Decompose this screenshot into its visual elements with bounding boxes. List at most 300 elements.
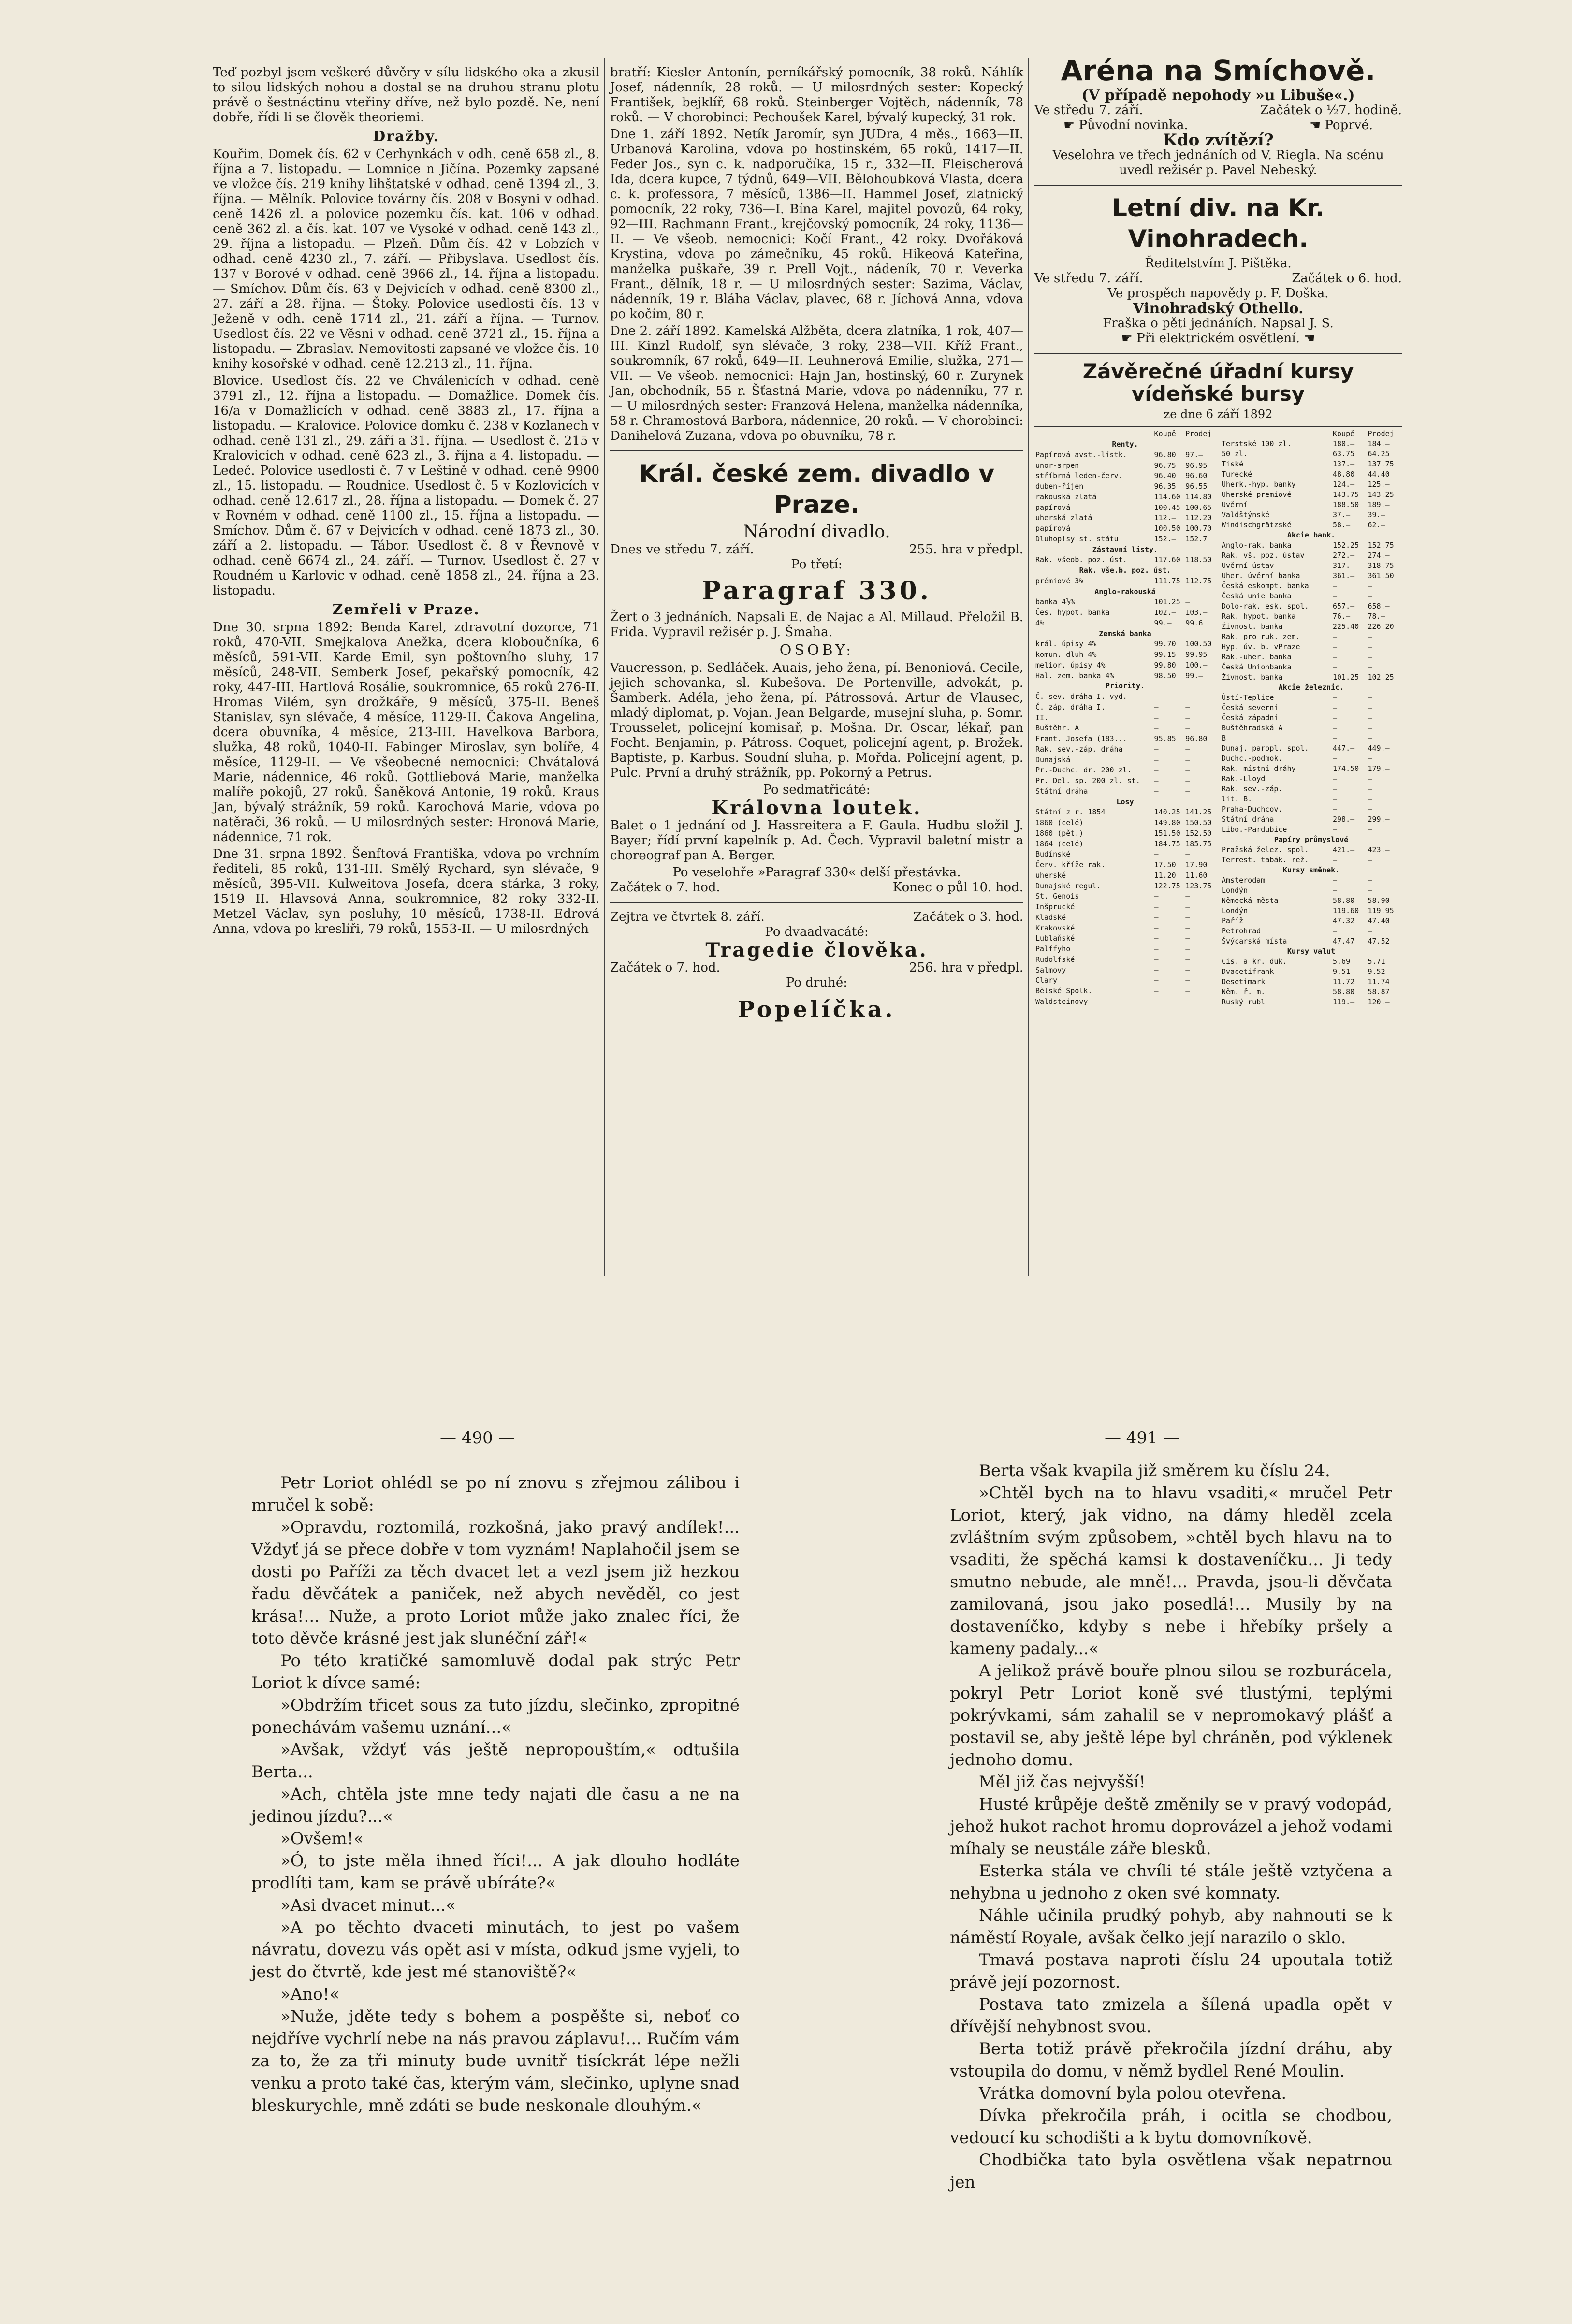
security-name: Uherské premiové [1222, 490, 1292, 499]
sell-price: — [1368, 825, 1372, 834]
sell-price: — [1185, 997, 1190, 1006]
buy-price: — [1333, 703, 1338, 712]
story-column-left [251, 1472, 740, 2117]
story-paragraph: »Asi dvacet minut...« [280, 1896, 456, 1915]
security-name: Salmovy [1035, 965, 1066, 974]
lighting-label: Při elektrickém osvětlení. [1136, 331, 1300, 346]
table-row [1034, 628, 1216, 639]
security-name: Kladské [1035, 913, 1066, 922]
play-title: Královna loutek. [711, 797, 922, 819]
table-row [1034, 933, 1216, 944]
security-name: Rak. vše.b. poz. úst. [1079, 566, 1171, 575]
buy-price: 11.72 [1333, 977, 1355, 986]
sell-price: — [1185, 776, 1190, 785]
sell-price: — [1368, 703, 1372, 712]
security-name: Tiské [1222, 460, 1244, 468]
start-time: Začátek o 7. hod. [610, 880, 720, 895]
buy-price: 99.80 [1154, 660, 1176, 669]
buy-price: 119.— [1333, 998, 1355, 1006]
security-name: Petrohrad [1222, 927, 1261, 935]
sell-price: — [1185, 713, 1190, 722]
table-row [1034, 608, 1216, 618]
table-row [1034, 576, 1216, 587]
buy-price: 361.— [1333, 571, 1355, 580]
table-row [1034, 502, 1216, 513]
sell-price: 189.— [1368, 500, 1390, 509]
security-name: Rak. místní dráhy [1222, 764, 1296, 773]
sell-price: 44.40 [1368, 470, 1390, 479]
table-row [1221, 865, 1402, 875]
security-name: Dunajské regul. [1035, 881, 1101, 890]
sell-price: — [1185, 902, 1190, 912]
security-name: Pr. Del. sp. 200 zl. st. [1035, 776, 1140, 785]
security-name: Uvěrní [1222, 500, 1248, 509]
story-paragraph: Měl již čas nejvyšší! [979, 1772, 1146, 1792]
sell-price: — [1185, 724, 1190, 733]
subscription-number: 256. hra v předpl. [909, 960, 1023, 975]
table-row [1221, 886, 1402, 896]
table-row [1034, 481, 1216, 492]
buy-price: 96.80 [1154, 450, 1176, 459]
story-column-right [950, 1460, 1392, 2193]
security-name: 1860 (pět.) [1035, 828, 1084, 838]
table-row [1034, 891, 1216, 902]
table-row [1034, 975, 1216, 986]
sell-price: — [1185, 955, 1190, 964]
buy-price: 137.— [1333, 460, 1355, 468]
security-name: rakouská zlatá [1035, 492, 1097, 501]
sell-price: — [1368, 876, 1372, 885]
buy-price: — [1333, 754, 1338, 763]
deaths-paragraph: bratří: Kiesler Antonín, perníkářský pomocník, 38 roků. Náhlík Josef, nádenník, 28 roků. — U milosrdných sester: Kopecký František, bejklíř, 68 roků. Steinberger Vojtěch, nádenník, 78 roků. — V chorobinci: Pechoušek Karel, bývalý kupecký, 31 rok. [610, 65, 1023, 125]
sell-price: 9.52 [1368, 967, 1385, 976]
buy-price: 99.15 [1154, 650, 1176, 659]
sell-price: — [1185, 744, 1190, 754]
sell-price: 78.— [1368, 612, 1385, 621]
sell-price: — [1185, 976, 1190, 985]
table-row [1221, 936, 1402, 946]
buy-price: — [1333, 825, 1338, 834]
security-name: Clary [1035, 976, 1058, 985]
buy-price: 76.— [1333, 612, 1351, 621]
table-row [1221, 591, 1402, 601]
sell-price: — [1368, 663, 1372, 671]
table-row [1221, 703, 1402, 713]
table-row [1034, 871, 1216, 881]
security-name: Dunaj. paropl. spol. [1222, 744, 1309, 753]
table-row [1221, 622, 1402, 632]
buy-price: — [1154, 944, 1159, 954]
buy-price: 317.— [1333, 561, 1355, 570]
cast-list: Vaucresson, p. Sedláček. Auais, jeho žena, pí. Benoniová. Cecile, jejich schovanka, sl. Kubešova. De Portenville, advokát, p. Šamberk. Adéla, jeho žena, pí. Pátrossová. Artur de Vlausec, mladý diplomat, p. Vojan. Jean Belgarde, musejní sluha, p. Somr. Trousselet, policejní komisař, p. Mošna. Dr. Oscar, lékař, pan Focht. Benjamin, p. Pátross. Coquet, policejní agent, p. Brožek. Baptiste, p. Karbus. Soudní sluha, p. Mořda. Policejní agent, p. Pulc. První a druhý strážník, pp. Pokorný a Petrus. [610, 661, 1023, 780]
sell-price: 100.50 [1185, 639, 1212, 649]
security-name: Akcie železnic. [1278, 683, 1344, 692]
table-row [1221, 490, 1402, 500]
bourse-date: ze dne 6 září 1892 [1164, 407, 1273, 421]
security-name: Rak. sev.-záp. dráha [1035, 744, 1123, 754]
sell-price: 449.— [1368, 744, 1390, 753]
security-name: Hal. zem. banka 4% [1035, 671, 1114, 680]
sell-price: 62.— [1368, 521, 1385, 529]
sell-price: 100.65 [1185, 503, 1212, 512]
story-paragraph: Berta však kvapila již směrem ku číslu 24. [979, 1461, 1330, 1481]
story-paragraph: »Opravdu, roztomilá, rozkošná, jako pravý andílek!... Vždyť já se přece dobře v tom vyznám! Naplahočil jsem se dosti po Paříži za těch dvacet let a vezl jsem již hezkou řadu děvčátek a paniček, než abych nevěděl, co jest krása!... Nuže, a proto Loriot může jako znalec říci, že toto děvče krásné jest jak slunéční zář!« [251, 1518, 740, 1648]
buy-price: — [1154, 766, 1159, 775]
security-name: 1860 (celé) [1035, 818, 1084, 828]
buy-price: 140.25 [1154, 808, 1180, 817]
start-time: Začátek o 3. hod. [913, 910, 1023, 924]
security-name: papírová [1035, 524, 1071, 533]
bourse-table-right [1221, 429, 1402, 1007]
buy-price: 96.35 [1154, 482, 1176, 491]
buy-price: — [1154, 744, 1159, 754]
sell-price: — [1368, 693, 1372, 702]
security-name: Zemská banka [1099, 629, 1151, 638]
security-name: melior. úpisy 4% [1035, 660, 1106, 669]
column-right [1034, 53, 1402, 1007]
sell-price: 423.— [1368, 845, 1390, 854]
table-row [1221, 561, 1402, 571]
security-name: Terrest. tabák. rež. [1222, 856, 1309, 864]
run-count: Po třetí: [791, 557, 843, 572]
intro-paragraph: Teď pozbyl jsem veškeré důvěry v sílu lidského oka a zkusil to silou lidských nohou a dostal se na druhou stranu plotu právě o šestnáctinu vteřiny dříve, než bylo pozdě. Ne, není dobře, řídi li se člověk theoriemi. [213, 65, 599, 125]
buy-price: 11.20 [1154, 871, 1176, 880]
story-paragraph: »A po těchto dvaceti minutách, to jest po vašem návratu, dovezu vás opět asi v místa, odkud jsme vyjeli, to jest do čtvrtě, kde jest mé stanoviště?« [251, 1918, 740, 1982]
table-row [1221, 804, 1402, 814]
buy-price: — [1154, 892, 1159, 901]
buy-price: — [1333, 592, 1338, 600]
security-name: Frant. Josefa (183... [1035, 734, 1127, 743]
buy-price: — [1333, 713, 1338, 722]
sell-price: — [1185, 965, 1190, 974]
security-name: Č. záp. dráha I. [1035, 702, 1106, 712]
sell-price: — [1185, 597, 1190, 607]
buy-price: 101.25 [1333, 673, 1359, 682]
security-name: Česká unie banka [1222, 592, 1292, 600]
table-row [1221, 977, 1402, 987]
buy-price: 100.50 [1154, 524, 1180, 533]
security-name: Rak. hypot. banka [1222, 612, 1296, 621]
buy-price: 225.40 [1333, 622, 1359, 631]
time-line [610, 880, 1023, 895]
auctions-paragraph: Blovice. Usedlost čís. 22 ve Chválenicích v odhad. ceně 3791 zl., 12. října a listopadu. — Domažlice. Domek čís. 16/a v Domažlicích v odhad. ceně 3883 zl., 17. října a listopadu. — Kralovice. Polovice domku č. 238 v Kozlanech v odhad. ceně 131 zl., 29. září a 31. října. — Usedlost č. 215 v Kralovicích v odhad. ceně 623 zl., 3. října a 4. listopadu. — Ledeč. Polovice usedlosti č. 7 v Leštině v odhad. ceně 9900 zl., 15. listopadu. — Roudnice. Usedlost č. 5 v Kozlovicích v odhad. ceně 12.617 zl., 28. října a listopadu. — Domek č. 27 v Rovném v odhad. ceně 1100 zl., 15. října a listopadu. — Smíchov. Dům č. 67 v Dejvicích v odhad. ceně 1873 zl., 30. září a 2. listopadu. — Tábor. Usedlost č. 8 v Řevnově v odhad. ceně 6674 zl., 24. září. — Turnov. Usedlost č. 27 v Roudném u Karlovic v odhad. ceně 1858 zl., 24. října a 23. listopadu. [213, 374, 599, 598]
table-row [1221, 743, 1402, 754]
table-row [1034, 439, 1216, 450]
table-row [1221, 581, 1402, 591]
page-number-left: — 490 — [440, 1428, 515, 1448]
security-name: Londýn [1222, 906, 1248, 915]
security-name: Kursy valut [1287, 947, 1336, 956]
story-paragraph: »Avšak, vždyť vás ještě nepropouštím,« odtušila Berta... [251, 1740, 740, 1782]
play-title: Kdo zvítězí? [1163, 131, 1274, 150]
security-name: Dluhopisy st. státu [1035, 534, 1119, 543]
buy-price: — [1154, 713, 1159, 722]
security-name: uherské [1035, 871, 1066, 880]
benefit-line: Ve prospěch napovědy p. F. Doška. [1107, 286, 1329, 301]
sell-price: — [1368, 713, 1372, 722]
table-row [1221, 794, 1402, 804]
table-row [1221, 987, 1402, 997]
arena-heading: Aréna na Smíchově. [1061, 54, 1376, 87]
security-name: Lublaňské [1035, 934, 1075, 943]
table-row [1034, 555, 1216, 566]
bourse-heading: Závěrečné úřadní kursy vídeňské bursy [1082, 360, 1354, 406]
security-name: Pr.-Duchc. dr. 200 zl. [1035, 766, 1132, 775]
security-name: Živnost. banka [1222, 673, 1283, 682]
play-title: Vinohradský Othello. [1133, 300, 1304, 317]
sell-price: 64.25 [1368, 450, 1390, 458]
buy-price: 272.— [1333, 551, 1355, 560]
security-name: B [1222, 734, 1226, 742]
security-name: Amsterodam [1222, 876, 1266, 885]
buy-price: 48.80 [1333, 470, 1355, 479]
sell-price: — [1185, 923, 1190, 932]
buy-price: 117.60 [1154, 555, 1180, 565]
sell-price: 226.20 [1368, 622, 1394, 631]
story-paragraph: Chodbička tato byla osvětlena však nepatrnou jen [950, 2150, 1392, 2192]
table-row [1221, 672, 1402, 683]
divider [1034, 353, 1402, 354]
story-paragraph: »Obdržím třicet sous za tuto jízdu, slečinko, zpropitné ponechávám vašemu uznání...« [251, 1696, 740, 1737]
table-row [1034, 566, 1216, 576]
table-row [1034, 913, 1216, 923]
table-row [1221, 896, 1402, 906]
column-left [213, 65, 599, 939]
play-note: Po veselohře »Paragraf 330« delší přestávka. [672, 865, 961, 880]
security-name: Inšprucké [1035, 902, 1075, 912]
sell-price: — [1185, 786, 1190, 796]
buy-price: — [1154, 786, 1159, 796]
sell-price: 125.— [1368, 480, 1390, 489]
buy-price: — [1333, 856, 1338, 864]
sell-price: — [1368, 653, 1372, 661]
security-name: Rudolfské [1035, 955, 1075, 964]
sell-price: — [1368, 795, 1372, 803]
buy-price: — [1333, 642, 1338, 651]
column-divider [604, 58, 605, 1276]
sell-price: 97.— [1185, 450, 1203, 459]
buy-price: — [1333, 784, 1338, 793]
buy-price: 152.— [1154, 534, 1176, 543]
column-divider [1028, 58, 1029, 1276]
table-row [1221, 571, 1402, 581]
security-name: Libo.-Pardubice [1222, 825, 1287, 834]
table-row [1034, 881, 1216, 891]
story-paragraph: Husté krůpěje deště změnily se v pravý vodopád, jehož hukot rachot hromu doprovázel a jehož vodami míhaly se neustále záře blesků. [950, 1795, 1392, 1859]
security-name: Cis. a kr. duk. [1222, 957, 1287, 966]
security-name: Rak. sev.-záp. [1222, 784, 1283, 793]
sell-price: 100.— [1185, 660, 1208, 669]
security-name: Paříž [1222, 916, 1244, 925]
buy-price: 122.75 [1154, 881, 1180, 890]
buy-price: 47.32 [1333, 916, 1355, 925]
table-row [1221, 957, 1402, 967]
security-name: Uherk.-hyp. banky [1222, 480, 1296, 489]
sell-price: — [1185, 766, 1190, 775]
security-name: Hyp. úv. b. vPraze [1222, 642, 1300, 651]
sell-price: 137.75 [1368, 460, 1394, 468]
buy-price: — [1154, 997, 1159, 1006]
buy-price: — [1154, 755, 1159, 764]
security-name: komun. dluh 4% [1035, 650, 1097, 659]
sell-price: 39.— [1368, 510, 1385, 519]
table-row [1221, 530, 1402, 540]
sell-price: 100.70 [1185, 524, 1212, 533]
table-row [1034, 818, 1216, 828]
sell-price: 185.75 [1185, 839, 1212, 848]
sell-price: — [1368, 856, 1372, 864]
security-name: Terstské 100 zl. [1222, 439, 1292, 448]
table-row [1221, 520, 1402, 530]
play-title: Popelíčka. [738, 996, 896, 1022]
security-name: Německá města [1222, 896, 1279, 905]
table-row [1034, 786, 1216, 797]
buy-price: 188.50 [1333, 500, 1359, 509]
buy-price: 9.51 [1333, 967, 1351, 976]
security-name: Česká západní [1222, 713, 1279, 722]
buy-price: — [1333, 774, 1338, 783]
table-row [1221, 551, 1402, 561]
buy-price: 152.25 [1333, 541, 1359, 550]
security-name: Budínské [1035, 850, 1071, 859]
play-description: Žert o 3 jednáních. Napsali E. de Najac a Al. Millaud. Přeložil B. Frida. Vypravil režisér p. J. Šmaha. [610, 610, 1023, 639]
run-count: Po druhé: [786, 975, 848, 990]
table-row [1221, 926, 1402, 936]
sell-price: — [1368, 886, 1372, 895]
run-count: Po dvaadvacáté: [765, 925, 869, 939]
table-row [1221, 642, 1402, 652]
table-row [1221, 855, 1402, 865]
story-paragraph: »Ach, chtěla jste mne tedy najati dle času a ne na jedinou jízdu?...« [251, 1785, 740, 1826]
bourse-table-left [1034, 429, 1216, 1007]
buy-price: — [1154, 702, 1159, 712]
sell-price: — [1185, 692, 1190, 701]
security-name: Dunajská [1035, 755, 1071, 764]
table-row [1221, 510, 1402, 520]
table-row [1034, 492, 1216, 503]
buy-price: — [1154, 850, 1159, 859]
theatre-heading: Král. české zem. divadlo v Praze. [639, 460, 995, 519]
security-name: Rak. pro ruk. zem. [1222, 632, 1300, 641]
buy-price: 47.47 [1333, 937, 1355, 945]
story-paragraph: Po této kratičké samomluvě dodal pak strýc Petr Loriot k dívce samé: [251, 1651, 740, 1693]
security-name: banka 4½% [1035, 597, 1075, 607]
table-row [1221, 916, 1402, 926]
story-paragraph: Dívka překročila práh, i ocitla se chodbou, vedoucí ku schodišti a k bytu domovníkově. [950, 2106, 1392, 2148]
sell-price: 99.— [1185, 671, 1203, 680]
table-row [1221, 683, 1402, 693]
security-name: Česká Unionbanka [1222, 663, 1292, 671]
sell-price: 99.95 [1185, 650, 1208, 659]
buy-price: — [1333, 693, 1338, 702]
security-name: Palffyho [1035, 944, 1071, 954]
buy-price: 421.— [1333, 845, 1355, 854]
end-time: Konec o půl 10. hod. [892, 880, 1023, 895]
table-row [1221, 733, 1402, 743]
table-row [1221, 459, 1402, 469]
security-name: II. [1035, 713, 1049, 722]
security-name: Rak. všeob. poz. úst. [1035, 555, 1127, 565]
auctions-heading: Dražby. [373, 128, 439, 145]
story-paragraph: Esterka stála ve chvíli té stále ještě vztyčena a nehybna u jednoho z oken své komnaty. [950, 1861, 1392, 1903]
story-paragraph: Vrátka domovní byla polou otevřena. [979, 2084, 1287, 2103]
security-name: Státní dráha [1035, 786, 1088, 796]
table-row [1034, 923, 1216, 933]
table-row [1034, 744, 1216, 755]
table-row [1034, 544, 1216, 555]
sell-price: 152.50 [1185, 828, 1212, 838]
buy-price: — [1154, 955, 1159, 964]
security-name: 1864 (celé) [1035, 839, 1084, 848]
story-paragraph: A jelikož právě bouře plnou silou se rozburácela, pokryl Petr Loriot koně své tlustými, teplými pokrývkami, sám zahalil se v nepromokavý plášť a postavil se, aby ještě lépe byl chráněn, pod výklenek jednoho domu. [950, 1661, 1392, 1770]
sell-price: 11.74 [1368, 977, 1390, 986]
table-row [1221, 540, 1402, 551]
table-row [1034, 534, 1216, 545]
security-name: 4% [1035, 618, 1045, 627]
sell-price: — [1368, 774, 1372, 783]
sell-price: — [1185, 702, 1190, 712]
buy-price: 17.50 [1154, 860, 1176, 870]
security-name: Zástavní listy. [1092, 545, 1158, 554]
sell-price: 47.52 [1368, 937, 1390, 945]
sell-price: — [1368, 642, 1372, 651]
security-name: Státní z r. 1854 [1035, 808, 1106, 817]
security-name: Buštěhradská A [1222, 724, 1283, 732]
security-name: Něm. ř. m. [1222, 988, 1266, 996]
sell-price: 143.25 [1368, 490, 1394, 499]
story-paragraph: Petr Loriot ohlédl se po ní znovu s zřejmou zálibou i mručel k sobě: [251, 1473, 740, 1515]
sell-price: 5.71 [1368, 957, 1385, 966]
buy-price: 111.75 [1154, 576, 1180, 585]
story-paragraph: »Ano!« [280, 1985, 340, 2004]
table-row [1034, 807, 1216, 818]
table-row [1034, 755, 1216, 765]
sell-price: 47.40 [1368, 916, 1390, 925]
sell-price: 179.— [1368, 764, 1390, 773]
column-header: Prodej [1368, 429, 1394, 438]
table-row [1034, 692, 1216, 702]
security-name: lit. B. [1222, 795, 1252, 803]
buy-price: — [1154, 965, 1159, 974]
table-row [1034, 523, 1216, 534]
table-row [1221, 835, 1402, 845]
buy-price: 96.75 [1154, 461, 1176, 470]
column-header: Koupě [1154, 429, 1176, 438]
security-name: Desetimark [1222, 977, 1266, 986]
sell-price: — [1185, 934, 1190, 943]
buy-price: — [1154, 913, 1159, 922]
performance-line [610, 910, 1023, 925]
security-name: Česká severní [1222, 703, 1279, 712]
security-name: Akcie bank. [1287, 531, 1336, 539]
buy-price: 112.— [1154, 513, 1176, 523]
buy-price: — [1154, 902, 1159, 912]
sell-price: 96.80 [1185, 734, 1208, 743]
sell-price: 184.— [1368, 439, 1390, 448]
security-name: Kursy směnek. [1282, 866, 1340, 874]
sell-price: 103.— [1185, 608, 1208, 617]
start-time: Začátek o ½7. hodině. [1260, 103, 1402, 117]
buy-price: 657.— [1333, 602, 1355, 610]
table-row [1034, 639, 1216, 650]
table-row [1034, 986, 1216, 997]
table-row [1034, 965, 1216, 975]
sell-price: 152.7 [1185, 534, 1208, 543]
security-name: Buštěhr. A [1035, 724, 1079, 733]
security-name: Anglo-rak. banka [1222, 541, 1292, 550]
story-paragraph: Tmavá postava naproti číslu 24 upoutala totiž právě její pozornost. [950, 1950, 1392, 1992]
lighting-line: ☛ Při elektrickém osvětlení. ☚ [1121, 331, 1315, 346]
